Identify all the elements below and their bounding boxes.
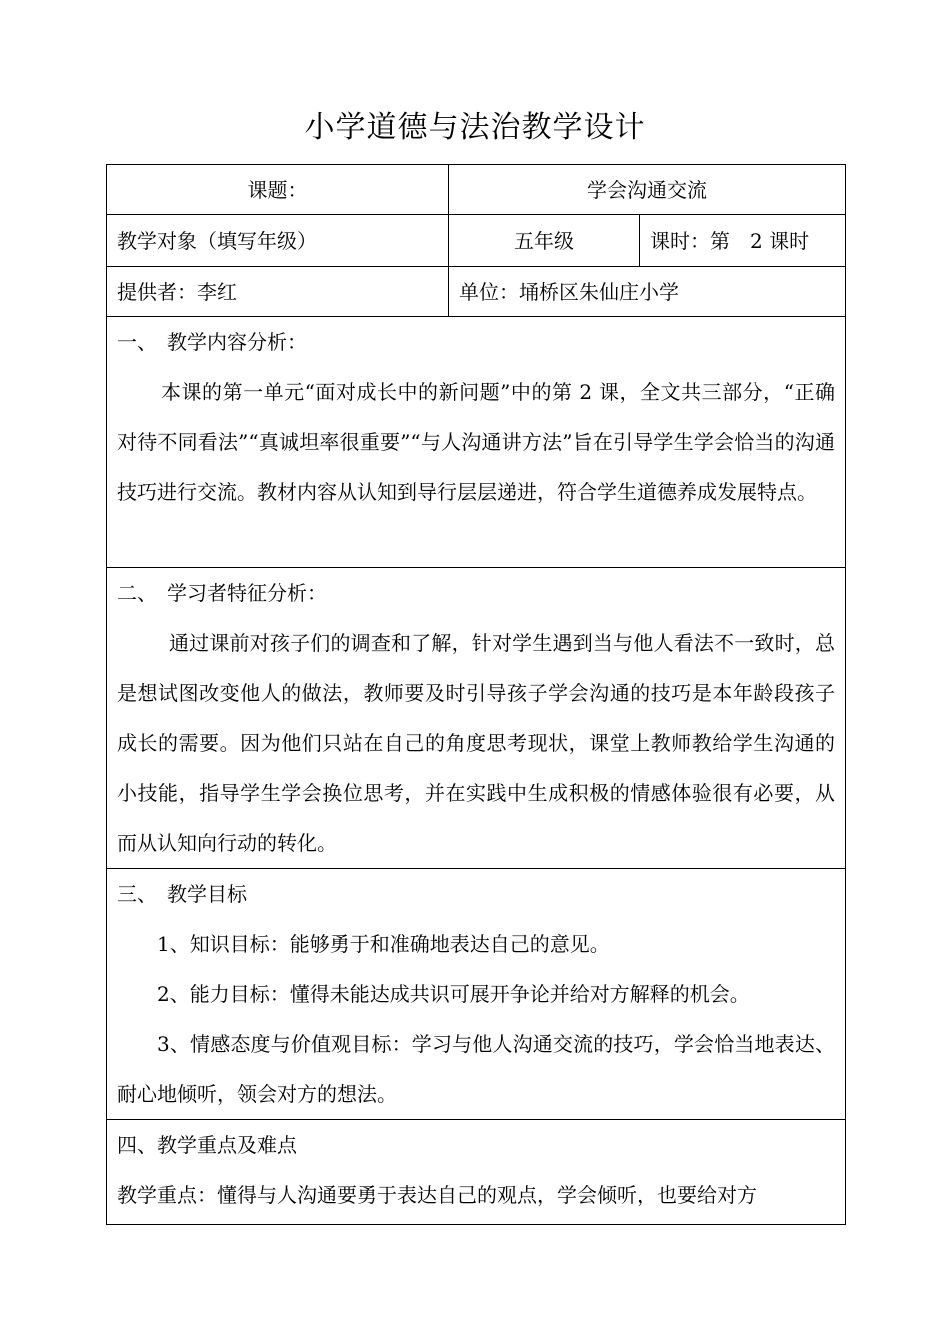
key-points-text: 教学重点：懂得与人沟通要勇于表达自己的观点，学会倾听，也要给对方 <box>117 1183 757 1207</box>
period-value: 课时：第 2 课时 <box>640 215 846 267</box>
objective-item: 1、知识目标：能够勇于和准确地表达自己的意见。 <box>157 932 610 956</box>
provider-row <box>107 267 846 317</box>
objectives-section <box>107 869 846 1120</box>
content-analysis-section <box>107 317 846 568</box>
learner-analysis-section <box>107 568 846 869</box>
key-points-section <box>107 1120 846 1225</box>
unit-value: 单位：埇桥区朱仙庄小学 <box>449 267 846 317</box>
objective-item: 2、能力目标：懂得未能达成共识可展开争论并给对方解释的机会。 <box>157 982 750 1006</box>
provider-value: 提供者：李红 <box>107 267 449 317</box>
key-points-heading: 四、教学重点及难点 <box>117 1133 297 1157</box>
objective-item: 3、情感态度与价值观目标：学习与他人沟通交流的技巧，学会恰当地表达、耐心地倾听，领会对方的想法。 <box>117 1032 835 1106</box>
learner-analysis-text: 通过课前对孩子们的调查和了解，针对学生遇到当与他人看法不一致时，总是想试图改变他人的做法，教师要及时引导孩子学会沟通的技巧是本年龄段孩子成长的需要。因为他们只站在自己的角度思考现状，课堂上教师教给学生沟通的小技能，指导学生学会换位思考，并在实践中生成积极的情感体验很有必要，从而从认知向行动的转化。 <box>117 631 835 855</box>
audience-row <box>107 215 846 267</box>
content-analysis-text: 本课的第一单元“面对成长中的新问题”中的第 2 课，全文共三部分，“正确对待不同看法”“真诚坦率很重要”“与人沟通讲方法”旨在引导学生学会恰当的沟通技巧进行交流。教材内容从认知到导行层层递进，符合学生道德养成发展特点。 <box>117 380 835 504</box>
objectives-heading: 三、 教学目标 <box>117 882 247 906</box>
teaching-design-table <box>106 164 846 1225</box>
learner-analysis-heading: 二、 学习者特征分析： <box>117 581 327 605</box>
content-analysis-heading: 一、 教学内容分析： <box>117 330 307 354</box>
topic-row <box>107 165 846 215</box>
document-title: 小学道德与法治教学设计 <box>304 110 646 145</box>
audience-label: 教学对象（填写年级） <box>107 215 449 267</box>
topic-label: 课题： <box>107 165 449 215</box>
grade-value: 五年级 <box>449 215 640 267</box>
topic-value: 学会沟通交流 <box>449 165 846 215</box>
